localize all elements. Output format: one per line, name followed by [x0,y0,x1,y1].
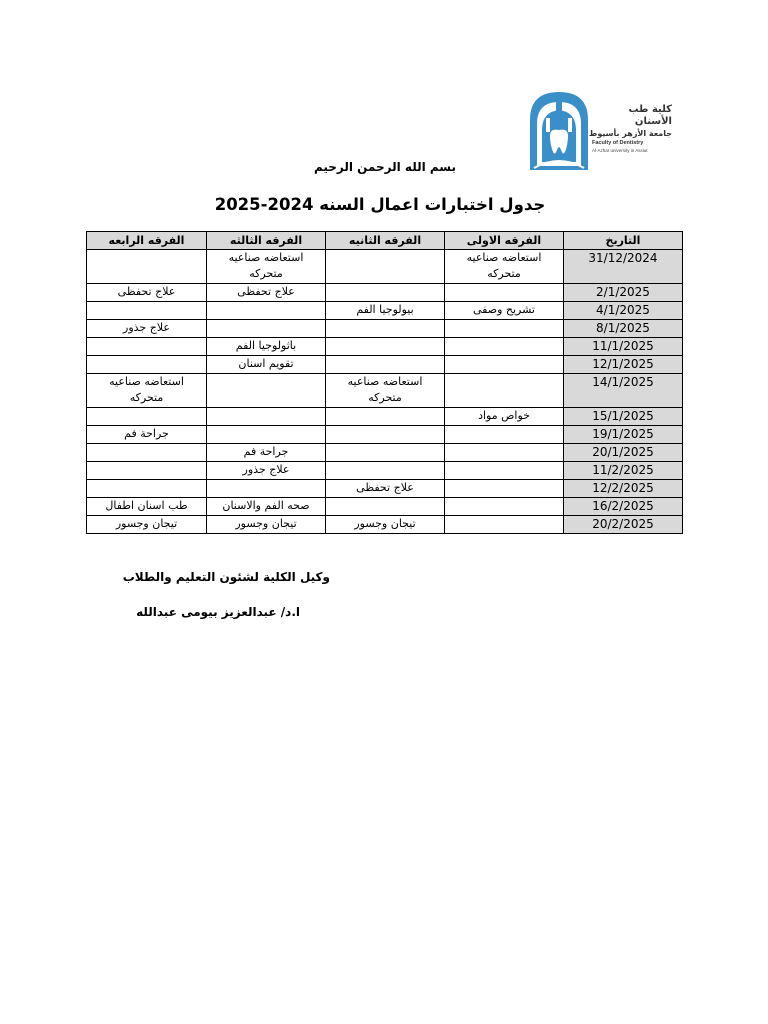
year4-cell: جراحة فم [87,426,207,444]
year3-cell [207,320,326,338]
year4-cell: استعاضه صناعيه متحركه [87,374,207,408]
table-row [87,338,683,356]
year3-cell [207,426,326,444]
year2-cell: بيولوجيا الفم [326,302,445,320]
header-year1: الفرقه الاولى [445,232,564,250]
year1-cell [445,284,564,302]
year1-cell [445,498,564,516]
year3-cell: علاج جذور [207,462,326,480]
year4-cell [87,250,207,284]
year1-cell [445,426,564,444]
logo-text [588,104,672,154]
table-header-row [87,232,683,250]
year2-cell: تيجان وجسور [326,516,445,534]
date-cell: 11/2/2025 [564,462,683,480]
date-cell: 11/1/2025 [564,338,683,356]
year3-cell: تيجان وجسور [207,516,326,534]
date-cell: 12/2/2025 [564,480,683,498]
table-row [87,374,683,408]
year1-cell [445,444,564,462]
year3-cell: علاج تحفظى [207,284,326,302]
year1-cell [445,374,564,408]
year2-cell: علاج تحفظى [326,480,445,498]
year2-cell [326,320,445,338]
year2-cell [326,338,445,356]
year4-cell [87,338,207,356]
table-row [87,320,683,338]
header-year4: الفرقه الرابعه [87,232,207,250]
year2-cell [326,426,445,444]
year1-cell [445,462,564,480]
year4-cell [87,356,207,374]
year1-cell [445,338,564,356]
table-row [87,356,683,374]
date-cell: 2/1/2025 [564,284,683,302]
year4-cell: تيجان وجسور [87,516,207,534]
year2-cell [326,444,445,462]
table-row [87,480,683,498]
logo-english-line2: Al-Azhar university in Assiut [592,148,648,153]
year2-cell [326,250,445,284]
year2-cell [326,462,445,480]
date-cell: 8/1/2025 [564,320,683,338]
header-year3: الفرقه الثالثه [207,232,326,250]
year4-cell [87,480,207,498]
date-cell: 20/1/2025 [564,444,683,462]
header-date: التاريخ [564,232,683,250]
page-title: جدول اختبارات اعمال السنه 2024-2025 [214,195,546,214]
year4-cell: علاج جذور [87,320,207,338]
date-cell: 15/1/2025 [564,408,683,426]
year3-cell [207,374,326,408]
year1-cell [445,480,564,498]
table-row [87,426,683,444]
year4-cell [87,444,207,462]
year2-cell [326,408,445,426]
faculty-logo [528,90,672,172]
year2-cell: استعاضه صناعيه متحركه [326,374,445,408]
year4-cell: علاج تحفظى [87,284,207,302]
year1-cell: تشريح وصفى [445,302,564,320]
basmala: بسم الله الرحمن الرحيم [313,160,457,174]
year3-cell [207,480,326,498]
year3-cell: باثولوجيا الفم [207,338,326,356]
signatory-role: وكيل الكلية لشئون التعليم والطلاب [122,570,330,584]
logo-english-line1: Faculty of Dentistry [592,140,644,146]
date-cell: 20/2/2025 [564,516,683,534]
date-cell: 14/1/2025 [564,374,683,408]
year3-cell: جراحة فم [207,444,326,462]
year2-cell [326,498,445,516]
date-cell: 19/1/2025 [564,426,683,444]
year1-cell [445,356,564,374]
table-row [87,444,683,462]
logo-arabic-line2: جامعة الأزهر بأسيوط [589,129,672,138]
year3-cell [207,408,326,426]
logo-arabic-line1: كلية طب الأسنان [628,104,672,127]
date-cell: 4/1/2025 [564,302,683,320]
year2-cell [326,356,445,374]
year4-cell: طب اسنان اطفال [87,498,207,516]
year3-cell [207,302,326,320]
year4-cell [87,408,207,426]
year3-cell: استعاضه صناعيه متحركه [207,250,326,284]
year2-cell [326,284,445,302]
table-row [87,302,683,320]
year1-cell: استعاضه صناعيه متحركه [445,250,564,284]
table-row [87,462,683,480]
year4-cell [87,462,207,480]
table-row [87,284,683,302]
table-row [87,408,683,426]
table-row [87,250,683,284]
date-cell: 12/1/2025 [564,356,683,374]
exam-schedule-table [86,231,683,534]
date-cell: 16/2/2025 [564,498,683,516]
header-year2: الفرقه الثانيه [326,232,445,250]
dental-logo-icon [528,90,590,172]
signatory-name: ا.د/ عبدالعزيز بيومى عبدالله [136,605,300,619]
year3-cell: تقويم اسنان [207,356,326,374]
year1-cell [445,516,564,534]
table-row [87,516,683,534]
year4-cell [87,302,207,320]
year1-cell: خواص مواد [445,408,564,426]
year1-cell [445,320,564,338]
table-row [87,498,683,516]
year3-cell: صحه الفم والاسنان [207,498,326,516]
date-cell: 31/12/2024 [564,250,683,284]
